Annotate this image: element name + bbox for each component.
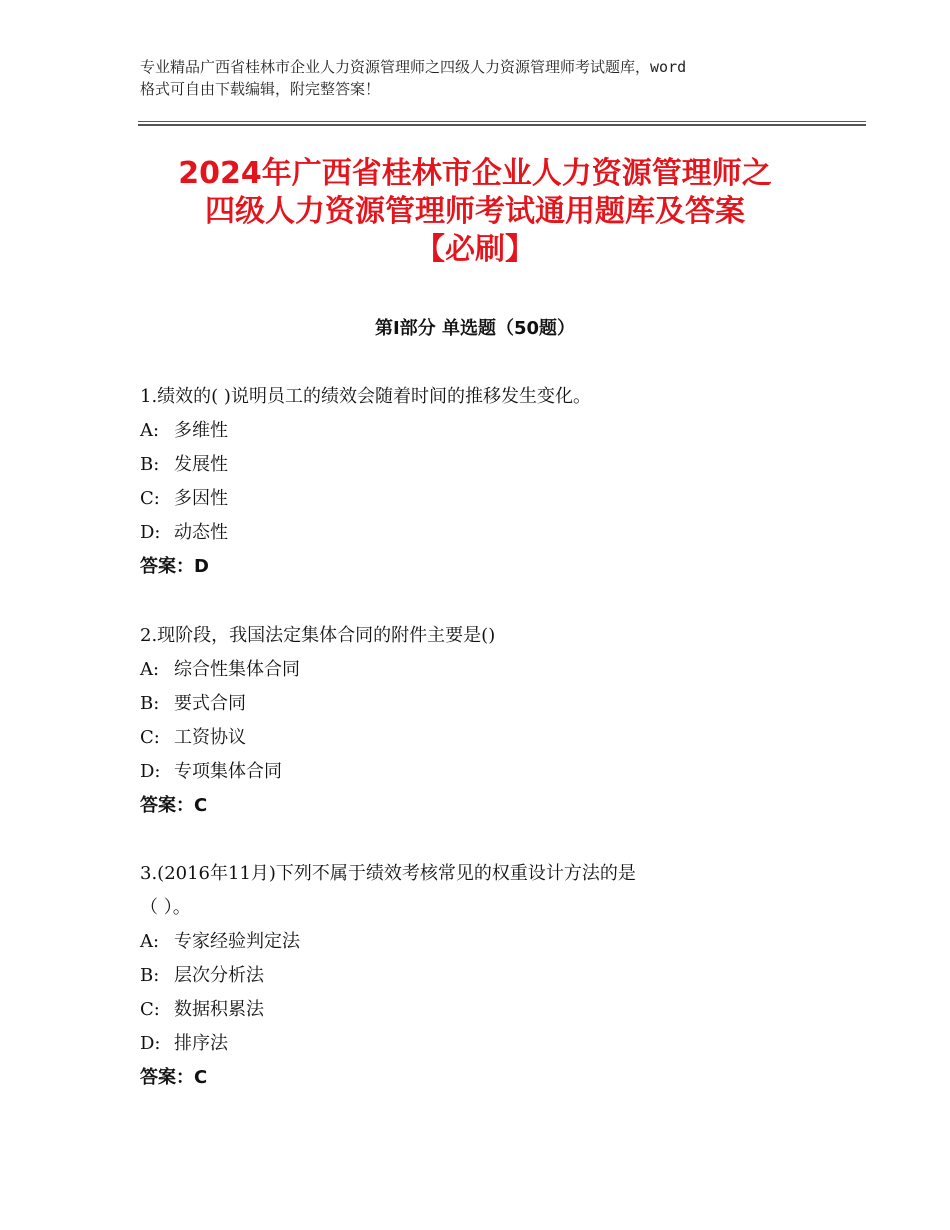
option-letter: B: <box>140 693 160 714</box>
option-letter: C: <box>140 488 160 509</box>
option-letter: C: <box>140 727 160 748</box>
header-note <box>140 56 840 100</box>
option-letter: A: <box>140 420 160 441</box>
title-line: 2024年广西省桂林市企业人力资源管理师之 <box>178 156 772 191</box>
option-letter: D: <box>140 761 161 782</box>
option-c <box>140 721 860 755</box>
option-text: 数据积累法 <box>174 999 264 1020</box>
option-text: 专家经验判定法 <box>174 931 300 952</box>
option-b <box>140 959 860 993</box>
question-stem: 1.绩效的( )说明员工的绩效会随着时间的推移发生变化。 <box>140 386 591 407</box>
option-letter: B: <box>140 454 160 475</box>
option-d <box>140 1027 860 1061</box>
answer-line: 答案：C <box>140 1067 208 1088</box>
option-c <box>140 993 860 1027</box>
answer-line: 答案：C <box>140 795 208 816</box>
option-text: 工资协议 <box>174 727 246 748</box>
option-text: 要式合同 <box>174 693 246 714</box>
option-text: 层次分析法 <box>174 965 264 986</box>
option-letter: D: <box>140 1033 161 1054</box>
option-text: 发展性 <box>174 454 228 475</box>
option-letter: B: <box>140 965 160 986</box>
option-text: 专项集体合同 <box>174 761 282 782</box>
header-divider <box>138 121 866 126</box>
question-stem-continued: （ ）。 <box>140 897 191 918</box>
option-a <box>140 414 860 448</box>
header-note-line: 格式可自由下载编辑，附完整答案！ <box>140 80 381 98</box>
answer-line: 答案：D <box>140 556 209 577</box>
question-1 <box>140 380 860 584</box>
option-d <box>140 516 860 550</box>
title-line: 【必刷】 <box>415 232 535 267</box>
option-c <box>140 482 860 516</box>
option-b <box>140 448 860 482</box>
document-title <box>100 155 850 269</box>
option-text: 排序法 <box>174 1033 228 1054</box>
option-letter: C: <box>140 999 160 1020</box>
question-stem: 2.现阶段，我国法定集体合同的附件主要是() <box>140 625 496 646</box>
question-3 <box>140 857 860 1095</box>
section-heading: 第Ⅰ部分 单选题（50题） <box>374 318 575 339</box>
option-text: 综合性集体合同 <box>174 659 300 680</box>
option-a <box>140 653 860 687</box>
option-letter: A: <box>140 659 160 680</box>
option-letter: A: <box>140 931 160 952</box>
option-letter: D: <box>140 522 161 543</box>
option-a <box>140 925 860 959</box>
option-text: 多因性 <box>174 488 228 509</box>
question-stem: 3.(2016年11月)下列不属于绩效考核常见的权重设计方法的是 <box>140 863 636 884</box>
header-note-line: 专业精品广西省桂林市企业人力资源管理师之四级人力资源管理师考试题库，word <box>140 58 687 76</box>
option-text: 多维性 <box>174 420 228 441</box>
title-line: 四级人力资源管理师考试通用题库及答案 <box>205 194 745 229</box>
question-2 <box>140 619 860 823</box>
option-b <box>140 687 860 721</box>
option-text: 动态性 <box>174 522 228 543</box>
option-d <box>140 755 860 789</box>
